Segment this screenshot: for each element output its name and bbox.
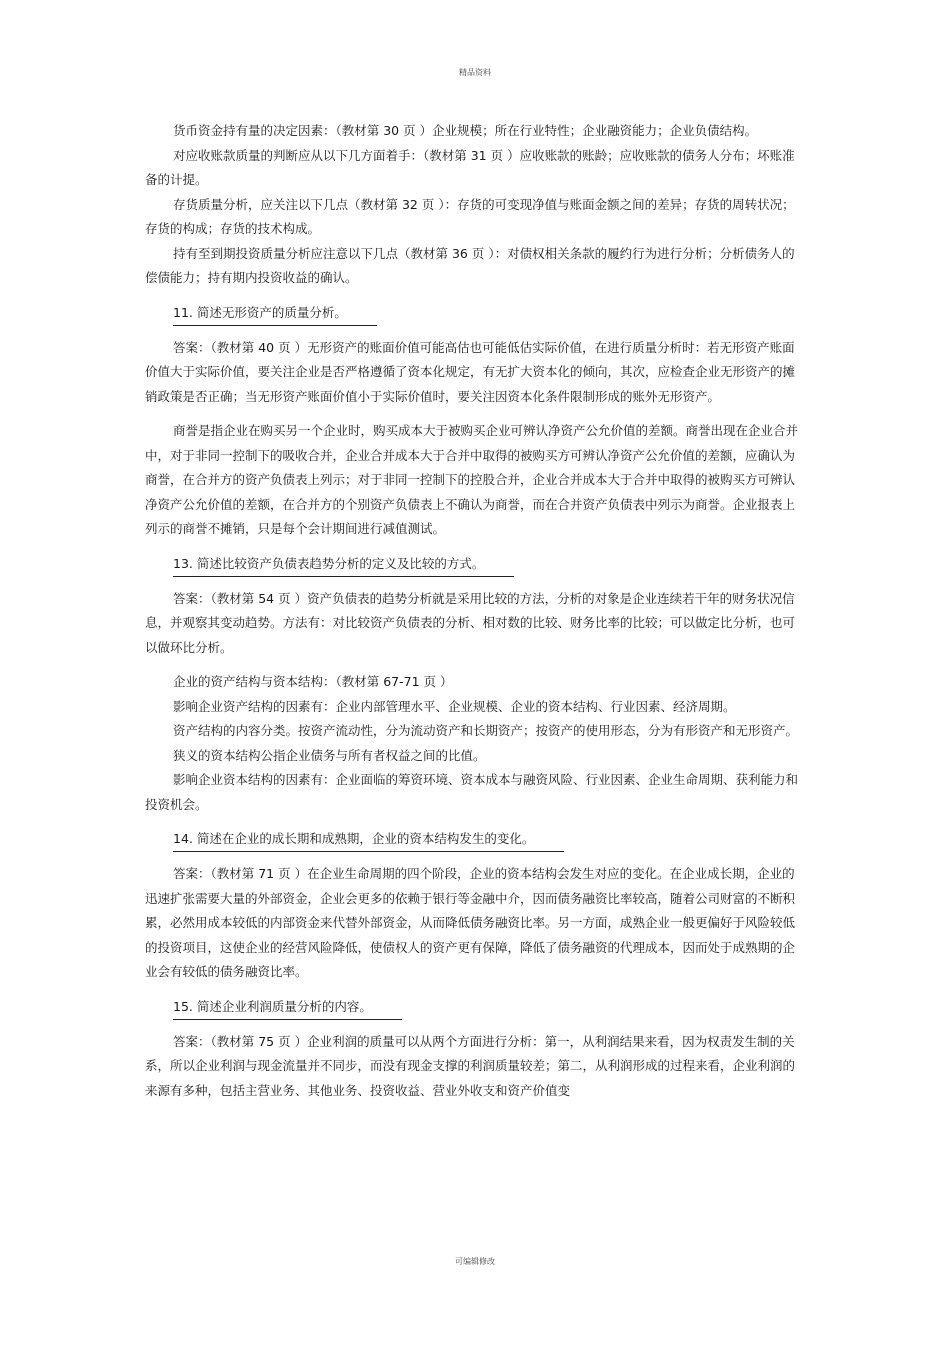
- paragraph: 持有至到期投资质量分析应注意以下几点（教材第 36 页 ）：对债权相关条款的履约行为进行分析；分析债务人的偿债能力；持有期内投资收益的确认。: [145, 245, 795, 285]
- paragraph: 资产结构的内容分类。按资产流动性，分为流动资产和长期资产；按资产的使用形态，分为有形资产和无形资产。: [173, 723, 799, 738]
- answer-paragraph: 答案：（教材第 71 页 ）在企业生命周期的四个阶段，企业的资本结构会发生对应的变化。在企业成长期，企业的迅速扩张需要大量的外部资金，企业会更多的依赖于银行等金融中介，因而债务融资比率较高，随着公司财富的不断积累，必然用成本较低的内部资金来代替外部资金，从而降低债务融资比率。另一方面，成熟企业一般更偏好于风险较低的投资项目，这使企业的经营风险降低，使债权人的资产更有保障，降低了债务融资的代理成本，因而处于成熟期的企业会有较低的债务融资比率。: [145, 866, 796, 979]
- answer-paragraph: 答案：（教材第 75 页 ）企业利润的质量可以从两个方面进行分析：第一，从利润结果来看，因为权责发生制的关系，所以企业利润与现金流量并不同步，而没有现金支撑的利润质量较差；第二，从利润形成的过程来看，企业利润的来源有多种，包括主营业务、其他业务、投资收益、营业外收支和资产价值变: [145, 1033, 796, 1098]
- question-heading: 11. 简述无形资产的质量分析。: [173, 301, 377, 326]
- question-heading: 15. 简述企业利润质量分析的内容。: [173, 995, 402, 1020]
- answer-paragraph: 答案：（教材第 40 页 ）无形资产的账面价值可能高估也可能低估实际价值，在进行质量分析时：若无形资产账面价值大于实际价值，要关注企业是否严格遵循了资本化规定，有无扩大资本化的倾向，其次，应检查企业无形资产的摊销政策是否正确；当无形资产账面价值小于实际价值时，要关注因资本化条件限制形成的账外无形资产。: [145, 339, 796, 404]
- paragraph: 商誉是指企业在购买另一个企业时，购买成本大于被购买企业可辨认净资产公允价值的差额。商誉出现在企业合并中，对于非同一控制下的吸收合并，企业合并成本大于合并中取得的被购买方可辨认净资产公允价值的差额，应确认为商誉，在合并方的资产负债表上列示；对于非同一控制下的控股合并，企业合并成本大于合并中取得的被购买方可辨认净资产公允价值的差额，在合并方的个别资产负债表上不确认为商誉，而在合并资产负债表中列示为商誉。企业报表上列示的商誉不摊销，只是每个会计期间进行减值测试。: [145, 423, 799, 536]
- page-footer: 可编辑修改: [455, 1257, 495, 1266]
- paragraph: 狭义的资本结构公指企业债务与所有者权益之间的比值。: [173, 747, 486, 763]
- document-body: [145, 119, 805, 1103]
- page-header: 精品资料: [459, 68, 491, 77]
- answer-paragraph: 答案：（教材第 54 页 ）资产负债表的趋势分析就是采用比较的方法，分析的对象是企业连续若干年的财务状况信息，并观察其变动趋势。方法有：对比较资产负债表的分析、相对数的比较、财务比率的比较；可以做定比分析，也可以做环比分析。: [145, 590, 796, 655]
- question-heading: 13. 简述比较资产负债表趋势分析的定义及比较的方式。: [173, 552, 514, 577]
- paragraph: 影响企业资本结构的因素有：企业面临的筹资环境、资本成本与融资风险、行业因素、企业生命周期、获利能力和投资机会。: [145, 772, 799, 812]
- paragraph: 存货质量分析，应关注以下几点（教材第 32 页 ）：存货的可变现净值与账面金额之间的差异；存货的周转状况；存货的构成；存货的技术构成。: [145, 196, 795, 236]
- paragraph: 企业的资产结构与资本结构：（教材第 67-71 页 ）: [173, 674, 453, 689]
- paragraph: 影响企业资产结构的因素有：企业内部管理水平、企业规模、企业的资本结构、行业因素、经济周期。: [173, 698, 736, 714]
- paragraph: 货币资金持有量的决定因素：（教材第 30 页 ）企业规模；所在行业特性；企业融资能力；企业负债结构。: [173, 123, 758, 138]
- paragraph: 对应收账款质量的判断应从以下几方面着手：（教材第 31 页 ）应收账款的账龄；应收账款的债务人分布；坏账准备的计提。: [145, 147, 795, 187]
- question-heading: 14. 简述在企业的成长期和成熟期，企业的资本结构发生的变化。: [173, 827, 564, 852]
